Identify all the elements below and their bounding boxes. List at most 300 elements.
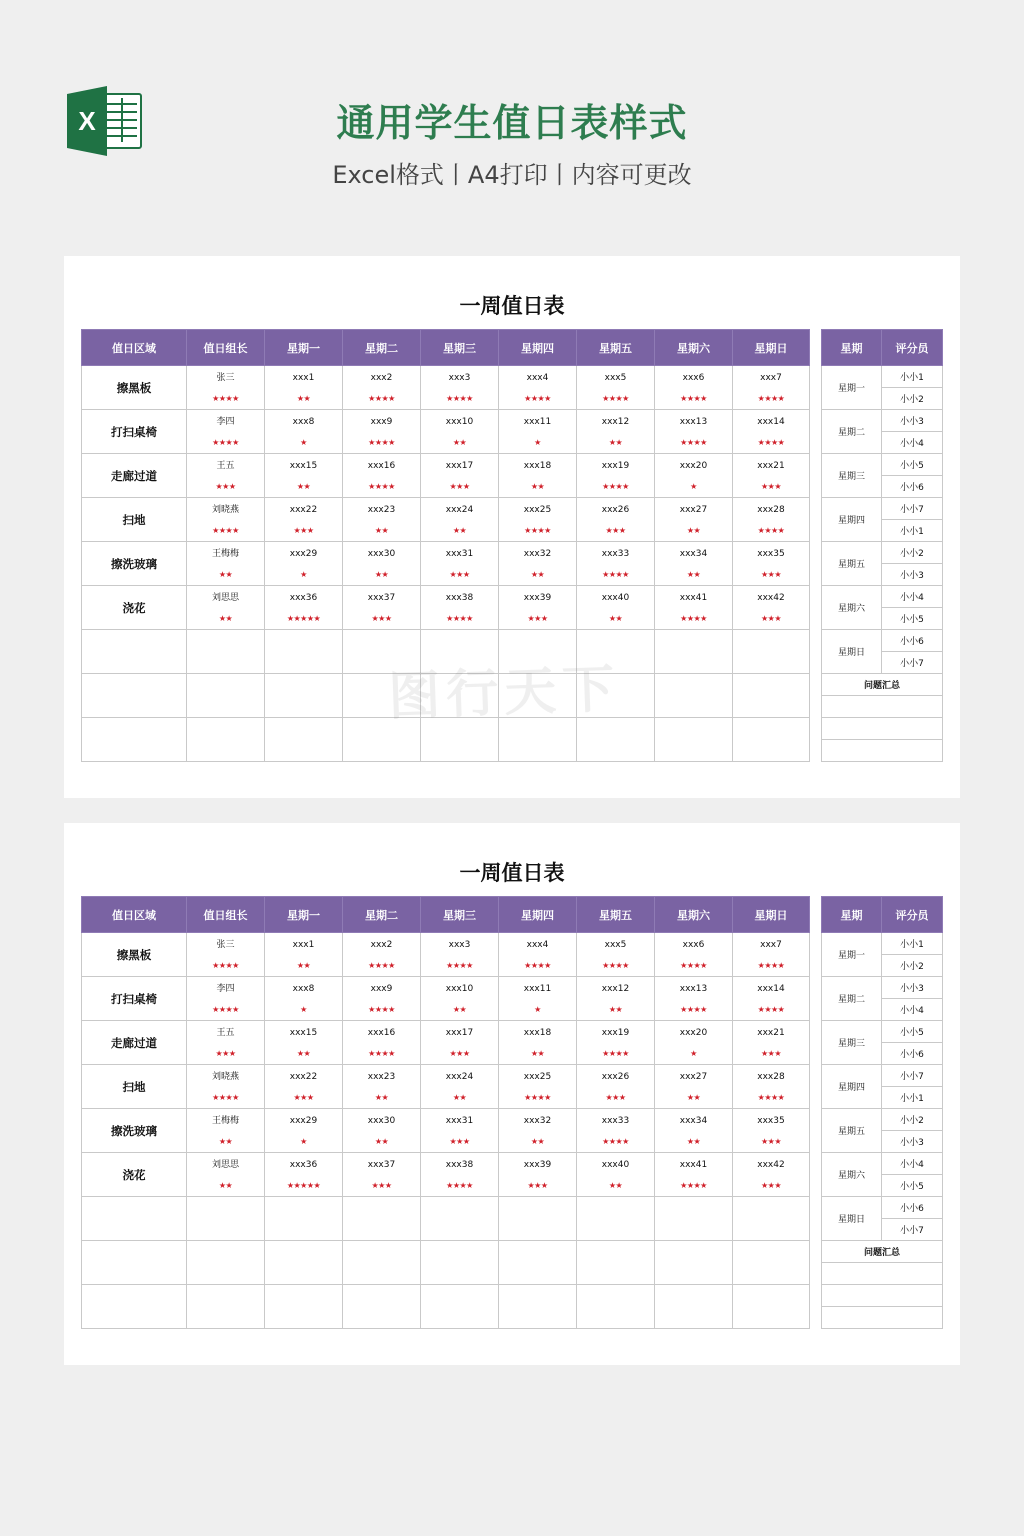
empty-cell[interactable] — [265, 1285, 343, 1329]
rater-cell[interactable]: 小小4 — [882, 1153, 943, 1175]
duty-cell[interactable] — [265, 1109, 343, 1153]
student-name: xxx31 — [445, 1116, 474, 1126]
duty-cell[interactable] — [343, 1153, 421, 1197]
empty-cell[interactable] — [265, 718, 343, 762]
empty-cell[interactable] — [499, 1197, 577, 1241]
area-cell[interactable]: 擦洗玻璃 — [82, 542, 187, 586]
table-row — [82, 977, 810, 1021]
duty-cell[interactable] — [421, 1065, 499, 1109]
duty-cell[interactable] — [655, 1065, 733, 1109]
column-header: 值日组长 — [187, 897, 265, 933]
duty-cell[interactable] — [265, 1021, 343, 1065]
duty-cell[interactable] — [733, 454, 810, 498]
duty-cell[interactable] — [577, 410, 655, 454]
student-name: xxx26 — [601, 505, 630, 515]
empty-cell[interactable] — [577, 1241, 655, 1285]
duty-cell[interactable] — [577, 1153, 655, 1197]
duty-cell[interactable] — [499, 1109, 577, 1153]
rater-cell[interactable]: 小小6 — [882, 630, 943, 652]
star-rating: ★★★★ — [757, 526, 785, 535]
empty-cell[interactable] — [343, 718, 421, 762]
duty-cell[interactable] — [499, 1153, 577, 1197]
star-rating: ★ — [690, 1049, 697, 1058]
duty-cell[interactable] — [343, 933, 421, 977]
day-cell: 星期四 — [822, 1065, 882, 1109]
student-name: xxx36 — [289, 1160, 318, 1170]
empty-cell[interactable] — [343, 1197, 421, 1241]
duty-cell[interactable] — [343, 366, 421, 410]
duty-cell[interactable] — [655, 1109, 733, 1153]
empty-cell[interactable] — [733, 1197, 810, 1241]
duty-cell[interactable] — [655, 1021, 733, 1065]
empty-cell[interactable] — [655, 630, 733, 674]
duty-cell[interactable] — [655, 498, 733, 542]
student-name: xxx36 — [289, 593, 318, 603]
day-cell: 星期二 — [822, 410, 882, 454]
duty-cell[interactable] — [733, 1065, 810, 1109]
empty-cell[interactable] — [187, 718, 265, 762]
summary-row — [822, 696, 943, 718]
student-name: xxx15 — [289, 1028, 318, 1038]
day-cell: 星期六 — [822, 586, 882, 630]
star-rating: ★★★★ — [757, 1005, 785, 1014]
duty-cell[interactable] — [499, 1065, 577, 1109]
empty-cell[interactable] — [655, 718, 733, 762]
student-name: xxx27 — [679, 1072, 708, 1082]
empty-cell[interactable] — [577, 630, 655, 674]
star-rating: ★ — [300, 1005, 307, 1014]
duty-cell[interactable] — [187, 1065, 265, 1109]
duty-cell[interactable] — [343, 1021, 421, 1065]
empty-cell[interactable] — [421, 674, 499, 718]
duty-cell[interactable] — [577, 498, 655, 542]
empty-cell[interactable] — [82, 630, 187, 674]
area-cell[interactable]: 擦黑板 — [82, 933, 187, 977]
summary-row — [822, 1307, 943, 1329]
rater-cell[interactable]: 小小6 — [882, 476, 943, 498]
area-cell[interactable]: 扫地 — [82, 1065, 187, 1109]
student-name: xxx2 — [370, 373, 393, 383]
empty-cell[interactable] — [421, 1197, 499, 1241]
column-header: 星期日 — [733, 330, 810, 366]
star-rating: ★★ — [218, 614, 233, 623]
empty-cell[interactable] — [265, 1241, 343, 1285]
star-rating: ★★ — [374, 526, 389, 535]
rater-cell[interactable]: 小小3 — [882, 1131, 943, 1153]
star-rating: ★★★ — [449, 482, 470, 491]
duty-cell[interactable] — [265, 933, 343, 977]
table-header-row — [82, 897, 810, 933]
student-name: xxx23 — [367, 505, 396, 515]
student-name: xxx26 — [601, 1072, 630, 1082]
duty-cell[interactable] — [655, 542, 733, 586]
star-rating: ★ — [300, 438, 307, 447]
star-rating: ★★★ — [760, 614, 781, 623]
empty-cell[interactable] — [499, 674, 577, 718]
column-header: 星期一 — [265, 330, 343, 366]
duty-cell[interactable] — [499, 410, 577, 454]
duty-cell[interactable] — [655, 586, 733, 630]
duty-cell[interactable] — [421, 1021, 499, 1065]
duty-cell[interactable] — [187, 542, 265, 586]
duty-table — [81, 329, 810, 762]
empty-cell[interactable] — [655, 1241, 733, 1285]
star-rating: ★★★★ — [680, 438, 707, 447]
student-name: xxx24 — [445, 1072, 474, 1082]
duty-cell[interactable] — [577, 977, 655, 1021]
student-name: xxx35 — [757, 1116, 785, 1126]
duty-cell[interactable] — [265, 498, 343, 542]
day-cell: 星期三 — [822, 1021, 882, 1065]
duty-cell[interactable] — [265, 542, 343, 586]
duty-cell[interactable] — [421, 1109, 499, 1153]
summary-cell[interactable] — [822, 1285, 943, 1307]
empty-cell[interactable] — [421, 718, 499, 762]
area-cell[interactable]: 浇花 — [82, 1153, 187, 1197]
rater-header-row — [822, 897, 943, 933]
summary-cell[interactable] — [822, 1263, 943, 1285]
column-header: 星期三 — [421, 897, 499, 933]
star-rating: ★★★ — [293, 526, 314, 535]
duty-cell[interactable] — [577, 1065, 655, 1109]
rater-row — [822, 1065, 943, 1087]
logo-letter: X — [78, 106, 96, 136]
rater-cell[interactable]: 小小1 — [882, 366, 943, 388]
duty-cell[interactable] — [733, 410, 810, 454]
rater-cell[interactable]: 小小4 — [882, 999, 943, 1021]
table-row — [82, 498, 810, 542]
empty-cell[interactable] — [343, 674, 421, 718]
duty-cell[interactable] — [343, 498, 421, 542]
area-cell[interactable]: 扫地 — [82, 498, 187, 542]
empty-cell[interactable] — [187, 674, 265, 718]
student-name: xxx37 — [367, 1160, 396, 1170]
duty-cell[interactable] — [655, 933, 733, 977]
empty-cell[interactable] — [265, 1197, 343, 1241]
student-name: xxx32 — [523, 549, 552, 559]
student-name: xxx28 — [757, 505, 785, 515]
duty-cell[interactable] — [343, 1065, 421, 1109]
page-subtitle: Excel格式丨A4打印丨内容可更改 — [332, 161, 692, 189]
empty-cell[interactable] — [421, 1285, 499, 1329]
duty-cell[interactable] — [577, 933, 655, 977]
duty-cell[interactable] — [499, 542, 577, 586]
rater-cell[interactable]: 小小5 — [882, 1021, 943, 1043]
star-rating: ★★ — [452, 1005, 467, 1014]
star-rating: ★★★★ — [212, 1093, 239, 1102]
rater-cell[interactable]: 小小2 — [882, 955, 943, 977]
summary-cell[interactable] — [822, 696, 943, 718]
duty-sheet-card — [64, 256, 960, 798]
summary-header-row — [822, 1241, 943, 1263]
empty-cell[interactable] — [499, 1285, 577, 1329]
duty-cell[interactable] — [733, 366, 810, 410]
student-name: xxx23 — [367, 1072, 396, 1082]
table-row — [82, 366, 810, 410]
duty-cell[interactable] — [187, 933, 265, 977]
summary-row — [822, 718, 943, 740]
rater-cell[interactable]: 小小7 — [882, 1219, 943, 1241]
duty-table — [81, 896, 810, 1329]
empty-cell[interactable] — [187, 630, 265, 674]
summary-cell[interactable] — [822, 1307, 943, 1329]
area-cell[interactable]: 打扫桌椅 — [82, 977, 187, 1021]
rater-cell[interactable]: 小小5 — [882, 608, 943, 630]
rater-cell[interactable]: 小小6 — [882, 1197, 943, 1219]
empty-cell[interactable] — [343, 1241, 421, 1285]
rater-cell[interactable]: 小小3 — [882, 410, 943, 432]
rater-cell[interactable]: 小小3 — [882, 564, 943, 586]
duty-cell[interactable] — [577, 1109, 655, 1153]
duty-cell[interactable] — [343, 454, 421, 498]
duty-cell[interactable] — [499, 366, 577, 410]
duty-cell[interactable] — [343, 586, 421, 630]
duty-cell[interactable] — [733, 1021, 810, 1065]
star-rating: ★★ — [218, 1137, 233, 1146]
duty-cell[interactable] — [187, 977, 265, 1021]
duty-cell[interactable] — [343, 542, 421, 586]
empty-cell[interactable] — [577, 718, 655, 762]
student-name: xxx17 — [445, 461, 474, 471]
empty-cell[interactable] — [187, 1285, 265, 1329]
area-cell[interactable]: 走廊过道 — [82, 1021, 187, 1065]
rater-cell[interactable]: 小小7 — [882, 652, 943, 674]
duty-cell[interactable] — [343, 977, 421, 1021]
empty-cell[interactable] — [733, 630, 810, 674]
rater-table — [821, 329, 943, 762]
rater-cell[interactable]: 小小4 — [882, 586, 943, 608]
empty-cell[interactable] — [265, 674, 343, 718]
duty-cell[interactable] — [499, 498, 577, 542]
rater-cell[interactable]: 小小1 — [882, 1087, 943, 1109]
duty-cell[interactable] — [655, 977, 733, 1021]
empty-cell[interactable] — [343, 630, 421, 674]
duty-cell[interactable] — [187, 1153, 265, 1197]
student-name: xxx40 — [601, 593, 630, 603]
star-rating: ★★ — [296, 482, 311, 491]
duty-cell[interactable] — [187, 366, 265, 410]
duty-cell[interactable] — [655, 410, 733, 454]
rater-row — [822, 1153, 943, 1175]
column-header: 星期日 — [733, 897, 810, 933]
day-cell: 星期一 — [822, 366, 882, 410]
duty-cell[interactable] — [343, 1109, 421, 1153]
rater-row — [822, 586, 943, 608]
rater-cell[interactable]: 小小3 — [882, 977, 943, 999]
star-rating: ★ — [300, 1137, 307, 1146]
duty-cell[interactable] — [733, 1109, 810, 1153]
duty-cell[interactable] — [421, 454, 499, 498]
duty-cell[interactable] — [421, 542, 499, 586]
duty-cell[interactable] — [187, 1109, 265, 1153]
empty-cell[interactable] — [265, 630, 343, 674]
student-name: xxx16 — [367, 461, 396, 471]
star-rating: ★★ — [608, 438, 623, 447]
duty-cell[interactable] — [577, 1021, 655, 1065]
empty-cell[interactable] — [499, 718, 577, 762]
duty-cell[interactable] — [577, 586, 655, 630]
empty-cell[interactable] — [82, 1285, 187, 1329]
duty-cell[interactable] — [265, 1065, 343, 1109]
student-name: xxx11 — [523, 984, 552, 994]
empty-cell[interactable] — [733, 1241, 810, 1285]
duty-cell[interactable] — [499, 1021, 577, 1065]
rater-cell[interactable]: 小小7 — [882, 1065, 943, 1087]
rater-cell[interactable]: 小小4 — [882, 432, 943, 454]
student-name: xxx20 — [679, 461, 708, 471]
empty-cell[interactable] — [421, 1241, 499, 1285]
area-cell[interactable]: 擦黑板 — [82, 366, 187, 410]
rater-cell[interactable]: 小小7 — [882, 498, 943, 520]
student-name: xxx9 — [370, 984, 393, 994]
empty-cell[interactable] — [733, 674, 810, 718]
duty-cell[interactable] — [265, 586, 343, 630]
table-row — [82, 933, 810, 977]
student-name: xxx25 — [523, 505, 552, 515]
star-rating: ★★ — [530, 1049, 545, 1058]
area-cell[interactable]: 浇花 — [82, 586, 187, 630]
rater-cell[interactable]: 小小2 — [882, 542, 943, 564]
student-name: xxx39 — [523, 1160, 552, 1170]
column-header: 星期四 — [499, 330, 577, 366]
empty-cell[interactable] — [421, 630, 499, 674]
summary-header-row — [822, 674, 943, 696]
star-rating: ★★★★ — [757, 394, 785, 403]
duty-cell[interactable] — [733, 1153, 810, 1197]
duty-cell[interactable] — [421, 410, 499, 454]
star-rating: ★★ — [686, 526, 701, 535]
student-name: xxx27 — [679, 505, 708, 515]
duty-cell[interactable] — [265, 1153, 343, 1197]
duty-cell[interactable] — [187, 1021, 265, 1065]
duty-cell[interactable] — [733, 542, 810, 586]
empty-cell[interactable] — [733, 718, 810, 762]
student-name: xxx42 — [757, 593, 785, 603]
empty-cell[interactable] — [577, 1285, 655, 1329]
duty-cell[interactable] — [421, 498, 499, 542]
duty-cell[interactable] — [499, 586, 577, 630]
rater-cell[interactable]: 小小6 — [882, 1043, 943, 1065]
duty-cell[interactable] — [577, 366, 655, 410]
column-header: 值日区域 — [82, 897, 187, 933]
summary-cell[interactable] — [822, 740, 943, 762]
duty-cell[interactable] — [265, 366, 343, 410]
duty-cell[interactable] — [421, 366, 499, 410]
duty-cell[interactable] — [655, 1153, 733, 1197]
empty-cell[interactable] — [82, 674, 187, 718]
summary-cell[interactable] — [822, 718, 943, 740]
student-name: xxx7 — [760, 373, 782, 383]
duty-cell[interactable] — [499, 454, 577, 498]
rater-cell[interactable]: 小小1 — [882, 933, 943, 955]
rater-table — [821, 896, 943, 1329]
duty-cell[interactable] — [733, 933, 810, 977]
duty-cell[interactable] — [187, 586, 265, 630]
duty-cell[interactable] — [499, 933, 577, 977]
star-rating: ★★★★ — [680, 1005, 707, 1014]
summary-label: 问题汇总 — [822, 674, 943, 696]
column-header: 星期六 — [655, 897, 733, 933]
rater-cell[interactable]: 小小5 — [882, 1175, 943, 1197]
duty-cell[interactable] — [421, 1153, 499, 1197]
duty-cell[interactable] — [343, 410, 421, 454]
student-name: xxx38 — [445, 593, 474, 603]
duty-cell[interactable] — [577, 542, 655, 586]
duty-cell[interactable] — [733, 498, 810, 542]
table-row — [82, 586, 810, 630]
star-rating: ★★★ — [371, 614, 392, 623]
empty-cell[interactable] — [577, 674, 655, 718]
duty-cell[interactable] — [577, 454, 655, 498]
day-cell: 星期三 — [822, 454, 882, 498]
column-header: 星期二 — [343, 330, 421, 366]
star-rating: ★★★★ — [368, 961, 395, 970]
star-rating: ★★★★ — [524, 526, 551, 535]
empty-cell[interactable] — [343, 1285, 421, 1329]
star-rating: ★★★★★ — [286, 1181, 321, 1190]
duty-cell[interactable] — [733, 977, 810, 1021]
duty-cell[interactable] — [421, 933, 499, 977]
duty-cell[interactable] — [187, 498, 265, 542]
rater-cell[interactable]: 小小1 — [882, 520, 943, 542]
empty-cell[interactable] — [187, 1241, 265, 1285]
empty-cell[interactable] — [82, 1241, 187, 1285]
empty-row — [82, 630, 810, 674]
duty-cell[interactable] — [655, 366, 733, 410]
empty-cell[interactable] — [577, 1197, 655, 1241]
rater-cell[interactable]: 小小5 — [882, 454, 943, 476]
empty-cell[interactable] — [655, 1197, 733, 1241]
duty-cell[interactable] — [655, 454, 733, 498]
area-cell[interactable]: 打扫桌椅 — [82, 410, 187, 454]
star-rating: ★★ — [530, 570, 545, 579]
duty-cell[interactable] — [187, 454, 265, 498]
empty-cell[interactable] — [655, 674, 733, 718]
star-rating: ★★★ — [760, 1137, 781, 1146]
duty-cell[interactable] — [265, 977, 343, 1021]
student-name: xxx30 — [367, 1116, 396, 1126]
empty-row — [82, 674, 810, 718]
duty-cell[interactable] — [499, 977, 577, 1021]
student-name: xxx13 — [679, 417, 708, 427]
rater-cell[interactable]: 小小2 — [882, 1109, 943, 1131]
empty-cell[interactable] — [82, 1197, 187, 1241]
empty-row — [82, 1285, 810, 1329]
duty-cell[interactable] — [421, 977, 499, 1021]
student-name: 李四 — [216, 984, 235, 994]
duty-cell[interactable] — [265, 454, 343, 498]
empty-cell[interactable] — [499, 630, 577, 674]
empty-cell[interactable] — [187, 1197, 265, 1241]
empty-cell[interactable] — [499, 1241, 577, 1285]
column-header: 星期五 — [577, 897, 655, 933]
rater-row — [822, 366, 943, 388]
empty-cell[interactable] — [655, 1285, 733, 1329]
area-cell[interactable]: 走廊过道 — [82, 454, 187, 498]
student-name: xxx17 — [445, 1028, 474, 1038]
area-cell[interactable]: 擦洗玻璃 — [82, 1109, 187, 1153]
empty-cell[interactable] — [733, 1285, 810, 1329]
duty-cell[interactable] — [187, 410, 265, 454]
rater-cell[interactable]: 小小2 — [882, 388, 943, 410]
student-name: xxx20 — [679, 1028, 708, 1038]
duty-cell[interactable] — [421, 586, 499, 630]
duty-cell[interactable] — [733, 586, 810, 630]
student-name: xxx5 — [604, 940, 627, 950]
empty-cell[interactable] — [82, 718, 187, 762]
duty-cell[interactable] — [265, 410, 343, 454]
summary-label: 问题汇总 — [822, 1241, 943, 1263]
